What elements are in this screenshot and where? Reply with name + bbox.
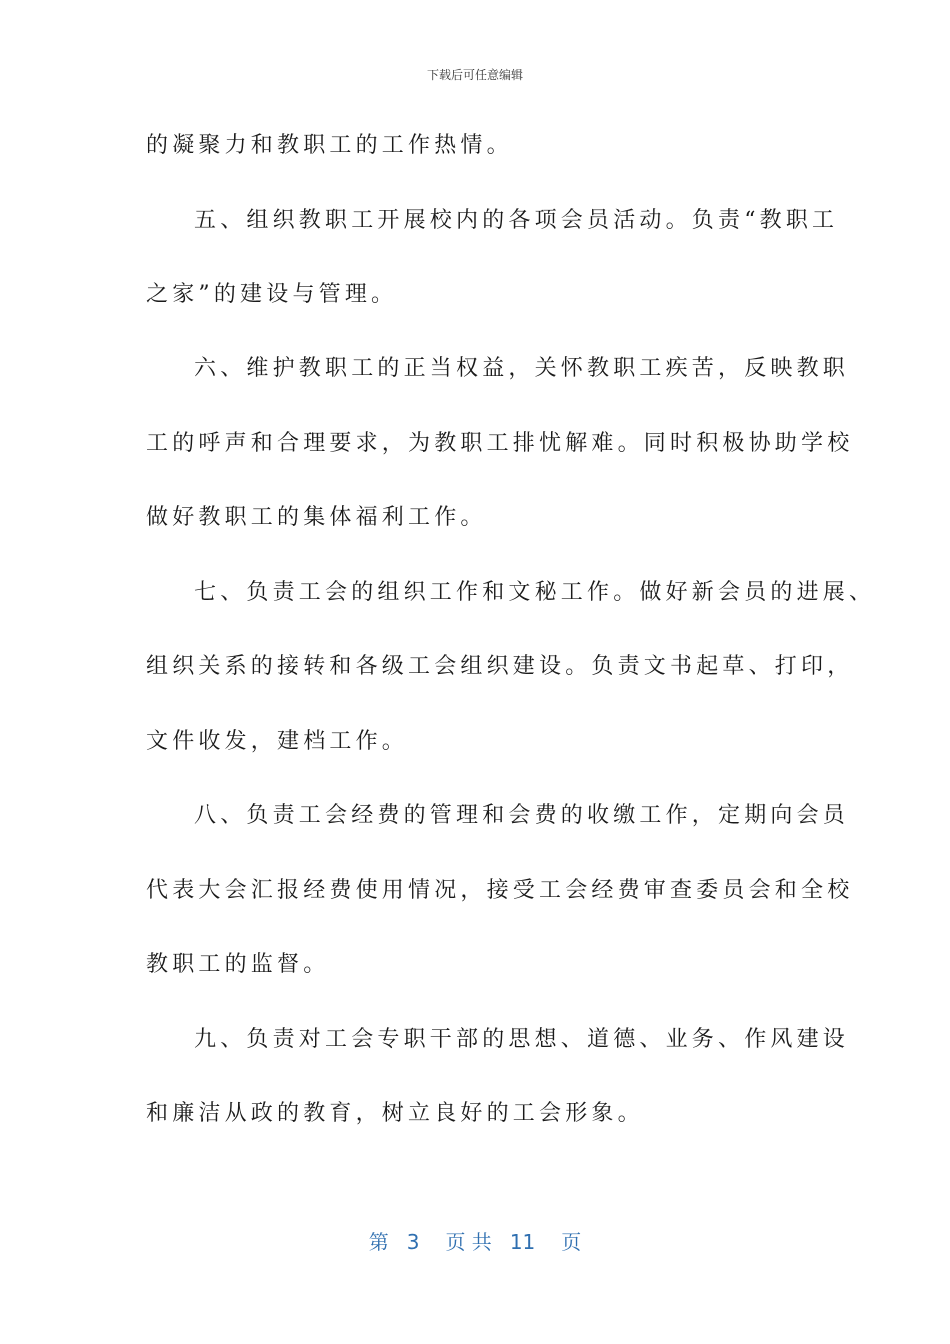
text-line: 组织关系的接转和各级工会组织建设。负责文书起草、打印，	[146, 654, 854, 679]
text-line: 代表大会汇报经费使用情况，接受工会经费审查委员会和全校	[146, 878, 854, 903]
footer-prefix: 第	[368, 1230, 389, 1254]
paragraph-5-line: 五、组织教职工开展校内的各项会员活动。负责“教职工	[194, 208, 839, 233]
text-line: 文件收发，建档工作。	[146, 729, 409, 754]
footer-suffix: 页	[561, 1230, 582, 1254]
text-line: 做好教职工的集体福利工作。	[146, 505, 487, 530]
text-line: 的凝聚力和教职工的工作热情。	[146, 133, 513, 158]
text-line: 教职工的监督。	[146, 952, 330, 977]
header-note: 下载后可任意编辑	[426, 68, 523, 82]
total-page-number: 11	[509, 1230, 536, 1254]
paragraph-8-line: 八、负责工会经费的管理和会费的收缴工作，定期向会员	[194, 803, 850, 828]
paragraph-6-line: 六、维护教职工的正当权益，关怀教职工疾苦，反映教职	[194, 356, 850, 381]
paragraph-7-line: 七、负责工会的组织工作和文秘工作。做好新会员的进展、	[194, 580, 876, 605]
page-footer	[0, 1226, 950, 1255]
text-line: 和廉洁从政的教育，树立良好的工会形象。	[146, 1101, 644, 1126]
paragraph-9-line: 九、负责对工会专职干部的思想、道德、业务、作风建设	[194, 1027, 850, 1052]
footer-middle: 页 共	[445, 1230, 492, 1254]
current-page-number: 3	[406, 1230, 420, 1254]
text-line: 之家”的建设与管理。	[146, 282, 398, 307]
text-line: 工的呼声和合理要求，为教职工排忧解难。同时积极协助学校	[146, 431, 854, 456]
